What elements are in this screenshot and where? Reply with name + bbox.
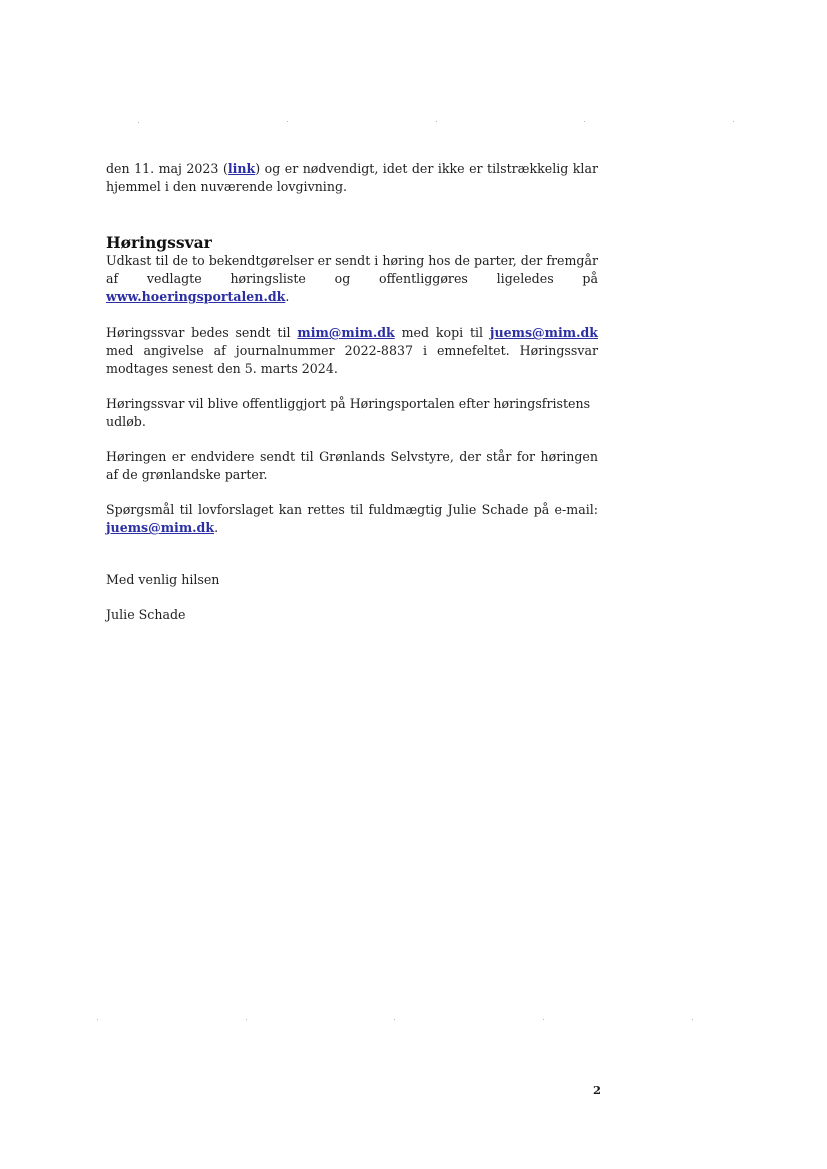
consultation-paragraph <box>106 252 598 306</box>
response-paragraph <box>106 324 598 378</box>
questions-text: Spørgsmål til lovforslaget kan rettes til fuldmægtig Julie Schade på e-mail: <box>106 502 598 517</box>
document-body <box>106 160 598 624</box>
consultation-text-end: . <box>285 289 290 304</box>
mim-email-link[interactable]: mim@mim.dk <box>297 325 395 340</box>
response-text-start: Høringssvar bedes sendt til <box>106 325 298 340</box>
juems-email-link[interactable]: juems@mim.dk <box>489 325 598 340</box>
closing-greeting: Med venlig hilsen <box>106 572 220 587</box>
publication-paragraph: Høringssvar vil blive offentliggjort på Høringsportalen efter høringsfristens udløb. <box>106 396 591 429</box>
intro-link[interactable]: link <box>227 161 256 176</box>
intro-text-start: den 11. maj 2023 ( <box>106 161 228 176</box>
portal-link[interactable]: www.hoeringsportalen.dk <box>106 289 286 304</box>
response-text-mid: med kopi til <box>394 325 490 340</box>
page-number: 2 <box>593 1083 602 1097</box>
greenland-paragraph: Høringen er endvidere sendt til Grønlands Selvstyre, der står for høringen af de grønlandske parter. <box>106 449 598 482</box>
questions-paragraph <box>106 501 598 537</box>
consultation-text: Udkast til de to bekendtgørelser er sendt i høring hos de parter, der fremgår af vedlagte høringsliste og offentliggøres ligeledes på <box>106 253 598 286</box>
section-heading: Høringssvar <box>106 233 212 252</box>
intro-text-end: ) og er nødvendigt, idet der ikke er tilstrækkelig klar hjemmel i den nuværende lovgivning. <box>106 161 598 194</box>
signature-name: Julie Schade <box>106 607 186 622</box>
contact-email-link[interactable]: juems@mim.dk <box>106 520 215 535</box>
questions-text-end: . <box>214 520 219 535</box>
response-text-end: med angivelse af journalnummer 2022-8837 i emnefeltet. Høringssvar modtages senest den 5. marts 2024. <box>106 343 598 376</box>
intro-paragraph <box>106 160 598 196</box>
